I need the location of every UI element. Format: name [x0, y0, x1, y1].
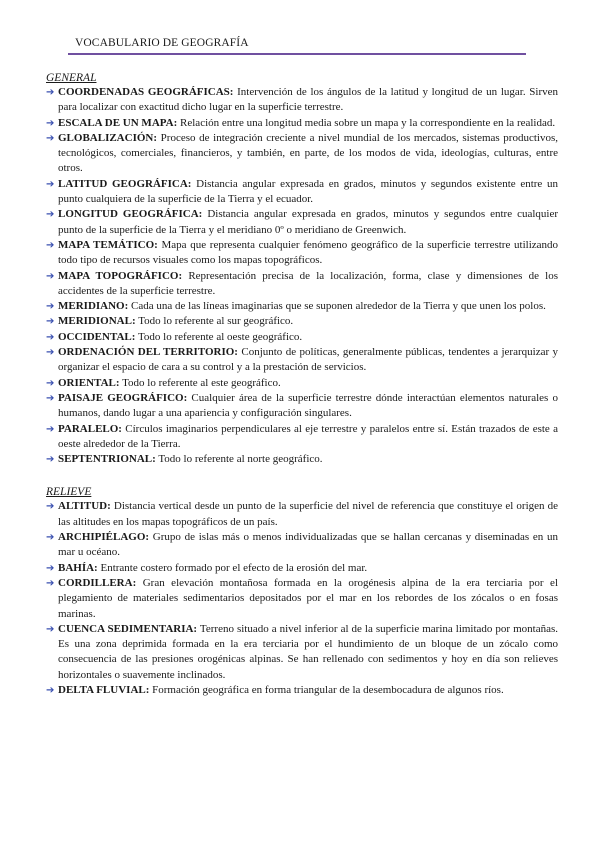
glossary-entry — [46, 345, 558, 376]
arrow-right-icon: ➔ — [46, 423, 55, 435]
entry-term: MERIDIONAL: — [58, 315, 136, 328]
glossary-entry — [46, 85, 558, 116]
arrow-right-icon: ➔ — [46, 239, 55, 251]
entry-term: ORIENTAL: — [58, 376, 120, 389]
glossary-entry — [46, 530, 558, 561]
arrow-right-icon: ➔ — [46, 392, 55, 404]
header-divider — [68, 53, 526, 55]
entry-term: PARALELO: — [58, 422, 122, 435]
entry-definition: Distancia vertical desde un punto de la superficie del nivel de referencia que constituye el origen de las altitudes en los mapas topográficos de un país. — [58, 500, 559, 528]
entry-definition: Círculos imaginarios perpendiculares al eje terrestre y paralelos entre sí. Están trazados de este a oeste alrededor de la Tierra. — [58, 422, 558, 450]
entry-term: LONGITUD GEOGRÁFICA: — [58, 208, 203, 221]
section-title: RELIEVE — [46, 486, 92, 499]
entry-definition: Todo lo referente al sur geográfico. — [138, 315, 294, 328]
entry-definition: Todo lo referente al oeste geográfico. — [137, 330, 303, 343]
entry-term: GLOBALIZACIÓN: — [58, 131, 158, 144]
entry-term: ALTITUD: — [58, 500, 111, 513]
entry-term: CORDILLERA: — [58, 576, 137, 589]
entry-definition: Mapa que representa cualquier fenómeno geográfico de la superficie terrestre utilizando todo tipo de recursos visuales como los mapas topográficos. — [58, 238, 559, 267]
section-title: GENERAL — [46, 72, 97, 84]
arrow-right-icon: ➔ — [46, 209, 55, 221]
entry-term: MAPA TEMÁTICO: — [58, 238, 158, 251]
entry-definition: Terreno situado a nivel inferior al de la superficie marina limitado por montañas. Es una zona deprimida formada en la era terciaria por el hundimiento de un bloque de un zócalo como consecuencia de las presiones orogénicas alpinas. Se han rellenado con sedimentos y hoy en día son relieves horizontales o suavemente inclinados. — [58, 622, 558, 681]
entry-definition: Intervención de los ángulos de la latitud y longitud de un lugar. Sirven para localizar con exactitud dicho lugar en la superficie terrestre. — [58, 86, 558, 114]
glossary-entry — [46, 116, 558, 131]
glossary-content — [46, 71, 558, 698]
entry-term: BAHÍA: — [58, 561, 98, 574]
entry-term: CUENCA SEDIMENTARIA: — [58, 622, 198, 635]
glossary-entry — [46, 299, 558, 314]
arrow-right-icon: ➔ — [46, 377, 55, 389]
entry-term: PAISAJE GEOGRÁFICO: — [58, 391, 188, 404]
glossary-entry — [46, 207, 558, 238]
glossary-entry — [46, 177, 558, 208]
arrow-right-icon: ➔ — [46, 331, 55, 343]
arrow-right-icon: ➔ — [46, 532, 55, 544]
arrow-right-icon: ➔ — [46, 562, 55, 574]
entry-definition: Relación entre una longitud media sobre un mapa y la correspondiente en la realidad. — [180, 116, 556, 129]
entry-definition: Cualquier área de la superficie terrestre dónde interactúan elementos naturales o humanos, dando lugar a una apariencia y configuración singulares. — [58, 391, 558, 420]
entry-term: ARCHIPIÉLAGO: — [58, 531, 150, 544]
entry-definition: Todo lo referente al norte geográfico. — [158, 453, 323, 466]
entry-definition: Representación precisa de la localización, forma, clase y dimensiones de los accidentes de la superficie terrestre. — [58, 269, 558, 297]
glossary-entry — [46, 238, 558, 269]
glossary-entry — [46, 452, 558, 467]
entry-definition: Cada una de las líneas imaginarias que se suponen alrededor de la Tierra y que unen los polos. — [131, 300, 546, 313]
arrow-right-icon: ➔ — [46, 132, 55, 144]
arrow-right-icon: ➔ — [46, 316, 55, 328]
arrow-right-icon: ➔ — [46, 270, 55, 282]
arrow-right-icon: ➔ — [46, 623, 55, 635]
arrow-right-icon: ➔ — [46, 117, 55, 129]
entry-term: OCCIDENTAL: — [58, 330, 136, 343]
glossary-entry — [46, 269, 558, 300]
entry-definition: Conjunto de políticas, generalmente públicas, tendentes a jerarquizar y organizar el espacio de cara a su control y a la prestación de servicios. — [58, 346, 559, 374]
arrow-right-icon: ➔ — [46, 501, 55, 513]
entry-term: DELTA FLUVIAL: — [58, 683, 150, 696]
arrow-right-icon: ➔ — [46, 454, 55, 466]
section-general — [46, 71, 558, 467]
glossary-entry — [46, 561, 558, 576]
entry-term: ORDENACIÓN DEL TERRITORIO: — [58, 346, 238, 359]
entry-definition: Grupo de islas más o menos individualizadas que se hallan cercanas y diseminadas en un mar u océano. — [58, 531, 559, 559]
entry-term: MERIDIANO: — [58, 300, 129, 313]
entry-term: LATITUD GEOGRÁFICA: — [58, 177, 192, 190]
entry-term: COORDENADAS GEOGRÁFICAS: — [58, 86, 234, 98]
glossary-entry — [46, 499, 558, 530]
entry-definition: Entrante costero formado por el efecto de la erosión del mar. — [100, 561, 368, 574]
glossary-entry — [46, 622, 558, 683]
page-title: VOCABULARIO DE GEOGRAFÍA — [75, 37, 249, 49]
glossary-entry — [46, 683, 558, 698]
arrow-right-icon: ➔ — [46, 178, 55, 190]
entry-definition: Gran elevación montañosa formada en la orogénesis alpina de la era terciaria por el plegamiento de materiales sedimentarios depositados por el mar en los rebordes de los zócalos o en fosas marinas. — [58, 576, 558, 620]
entry-definition: Distancia angular expresada en grados, minutos y segundos existente entre un punto cualquiera de la superficie de la Tierra y el ecuador. — [58, 177, 558, 206]
glossary-entry — [46, 314, 558, 329]
glossary-entry — [46, 376, 558, 391]
entry-definition: Todo lo referente al este geográfico. — [122, 376, 281, 389]
entry-definition: Formación geográfica en forma triangular de la desembocadura de algunos ríos. — [152, 683, 504, 696]
entry-definition: Proceso de integración creciente a nivel mundial de los mercados, sistemas productivos, tecnológicos, comerciales, financieros, y también, en parte, de los modos de vida, ideologías, culturas, entre otros. — [58, 131, 559, 175]
glossary-entry — [46, 576, 558, 622]
arrow-right-icon: ➔ — [46, 87, 55, 98]
glossary-entry — [46, 391, 558, 422]
entry-term: ESCALA DE UN MAPA: — [58, 116, 178, 129]
glossary-entry — [46, 422, 558, 453]
arrow-right-icon: ➔ — [46, 301, 55, 313]
glossary-entry — [46, 330, 558, 345]
entry-term: MAPA TOPOGRÁFICO: — [58, 269, 183, 282]
glossary-entry — [46, 131, 558, 177]
arrow-right-icon: ➔ — [46, 347, 55, 359]
section-relieve — [46, 485, 558, 698]
entry-term: SEPTENTRIONAL: — [58, 453, 156, 466]
entry-definition: Distancia angular expresada en grados, minutos y segundos entre cualquier punto de la superficie de la Tierra y el meridiano 0º o meridiano de Greenwich. — [58, 208, 559, 236]
arrow-right-icon: ➔ — [46, 684, 55, 696]
arrow-right-icon: ➔ — [46, 577, 55, 589]
